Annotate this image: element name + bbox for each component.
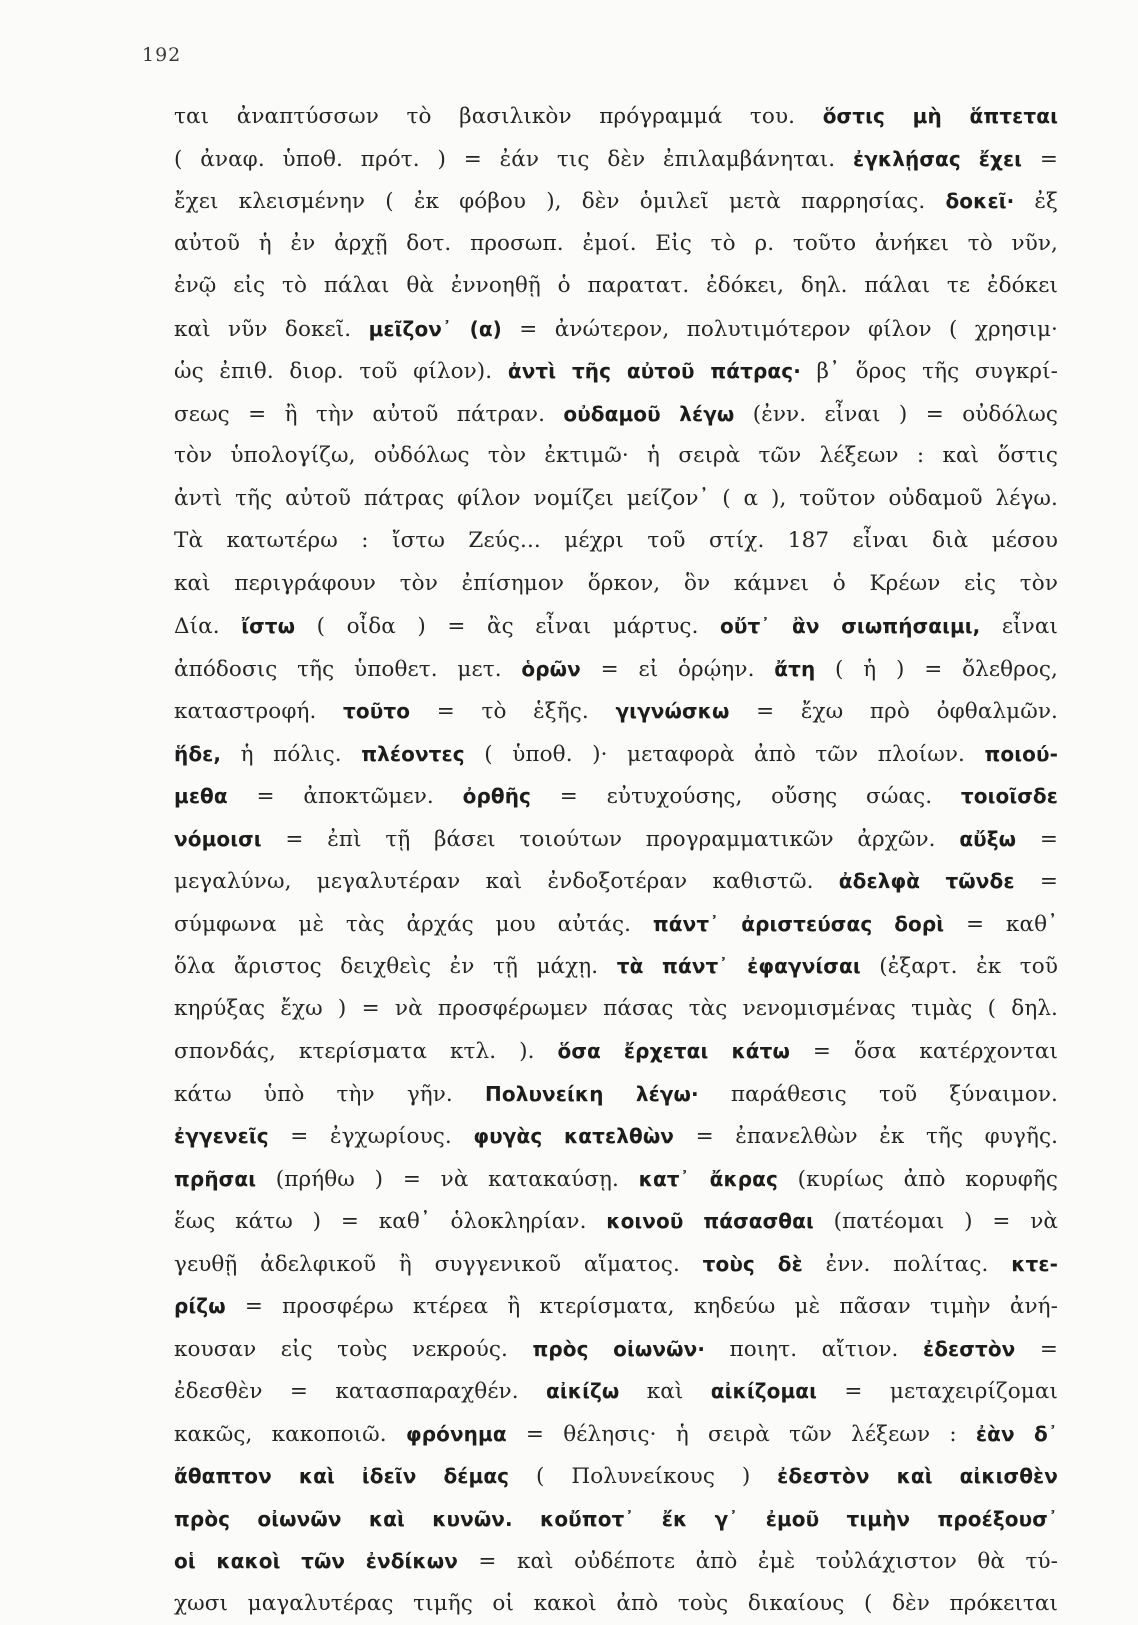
- text-line: [174, 1455, 1058, 1498]
- lemma-term: τοιοῖσδε: [961, 784, 1058, 808]
- gloss-text: ἐνν. πολίτας.: [803, 1252, 1011, 1277]
- lemma-term: κτε-: [1011, 1252, 1058, 1276]
- lemma-term: ὅστις μὴ ἅπτεται: [823, 104, 1058, 128]
- gloss-text: εἶναι: [980, 614, 1058, 639]
- text-line: [174, 1328, 1058, 1371]
- lemma-term: τοὺς δὲ: [703, 1252, 803, 1276]
- gloss-text: = καθ᾿: [944, 912, 1058, 937]
- gloss-text: σύμφωνα μὲ τὰς ἀρχάς μου αὐτάς.: [174, 912, 653, 937]
- text-line: [174, 605, 1058, 648]
- gloss-text: = θέλησις· ἡ σειρὰ τῶν λέξεων :: [507, 1422, 976, 1447]
- gloss-text: μεγαλύνω, μεγαλυτέραν καὶ ἐνδοξοτέραν καθιστῶ.: [174, 869, 839, 894]
- lemma-term: αἰκίζομαι: [711, 1379, 817, 1403]
- text-line: [174, 435, 1058, 478]
- lemma-term: ἐδεστὸν: [923, 1337, 1015, 1361]
- text-line: [174, 860, 1058, 903]
- lemma-term: πάντ᾿ ἀριστεύσας δορὶ: [653, 912, 944, 936]
- text-line: [174, 1583, 1058, 1625]
- gloss-text: = ἀποκτῶμεν.: [228, 784, 463, 809]
- gloss-text: ἐξ: [1014, 189, 1058, 214]
- text-line: [174, 1370, 1058, 1413]
- lemma-term: κοινοῦ πάσασθαι: [606, 1209, 814, 1233]
- text-line: [174, 95, 1058, 138]
- text-line: [174, 1200, 1058, 1243]
- lemma-term: οἱ κακοὶ τῶν ἐνδίκων: [174, 1549, 458, 1573]
- lemma-term: Πολυνείκη λέγω·: [485, 1082, 699, 1106]
- lemma-term: ὁρῶν: [521, 657, 580, 681]
- text-line: [174, 393, 1058, 436]
- text-line: [174, 1498, 1058, 1541]
- gloss-text: = προσφέρω κτέρεα ἢ κτερίσματα, κηδεύω μὲ πᾶσαν τιμὴν ἀνή-: [226, 1294, 1058, 1319]
- lemma-term: ρίζω: [174, 1294, 226, 1318]
- page-number: 192: [142, 44, 181, 66]
- text-line: [174, 563, 1058, 606]
- lemma-term: μεθα: [174, 784, 228, 808]
- gloss-text: ἀπόδοσις τῆς ὑποθετ. μετ.: [174, 657, 521, 682]
- lemma-term: φυγὰς κατελθὼν: [473, 1124, 674, 1148]
- text-line: [174, 520, 1058, 563]
- gloss-text: ὡς ἐπιθ. διορ. τοῦ φίλον).: [174, 359, 508, 384]
- gloss-text: καὶ νῦν δοκεῖ.: [174, 317, 369, 342]
- lemma-term: τοῦτο: [343, 699, 410, 723]
- lemma-term: ποιού-: [985, 742, 1059, 766]
- gloss-text: κηρύξας ἔχω ) = νὰ προσφέρωμεν πάσας τὰς νενομισμένας τιμὰς ( δηλ.: [174, 996, 1058, 1021]
- gloss-text: ( ἀναφ. ὑποθ. πρότ. ) = ἐάν τις δὲν ἐπιλαμβάνηται.: [174, 147, 853, 172]
- lemma-term: ὀρθῆς: [463, 784, 531, 808]
- gloss-text: (κυρίως ἀπὸ κορυφῆς: [778, 1167, 1058, 1192]
- lemma-term: πρῆσαι: [174, 1167, 256, 1191]
- text-line: [174, 1285, 1058, 1328]
- lemma-term: αὔξω: [959, 827, 1016, 851]
- gloss-text: = ἐγχωρίους.: [269, 1124, 474, 1149]
- gloss-text: ται ἀναπτύσσων τὸ βασιλικὸν πρόγραμμά του.: [174, 104, 823, 129]
- lemma-term: ἐδεστὸν καὶ αἰκισθὲν: [777, 1464, 1058, 1488]
- lemma-term: οὐδαμοῦ λέγω: [563, 402, 734, 426]
- gloss-text: ὅλα ἄριστος δειχθεὶς ἐν τῇ μάχῃ.: [174, 954, 617, 979]
- gloss-text: (ἐξαρτ. ἐκ τοῦ: [861, 954, 1058, 979]
- lemma-term: φρόνημα: [406, 1422, 507, 1446]
- gloss-text: γευθῇ ἀδελφικοῦ ἢ συγγενικοῦ αἵματος.: [174, 1252, 703, 1277]
- gloss-text: (πρήθω ) = νὰ κατακαύσῃ.: [256, 1167, 639, 1192]
- text-line: [174, 478, 1058, 521]
- text-line: [174, 265, 1058, 308]
- text-line: [174, 818, 1058, 861]
- text-line: [174, 945, 1058, 988]
- gloss-text: (πατέομαι ) = νὰ: [814, 1209, 1058, 1234]
- text-line: [174, 308, 1058, 351]
- lemma-term: ἐγκλῄσας ἔχει: [853, 147, 1022, 171]
- text-line: [174, 1413, 1058, 1456]
- lemma-term: οὔτ᾿ ἂν σιωπήσαιμι,: [720, 614, 980, 638]
- text-line: [174, 1115, 1058, 1158]
- gloss-text: = ἔχω πρὸ ὀφθαλμῶν.: [729, 699, 1058, 724]
- text-line: [174, 180, 1058, 223]
- gloss-text: β᾿ ὅρος τῆς συγκρί-: [801, 359, 1058, 384]
- gloss-text: ( ἡ ) = ὄλεθρος,: [815, 657, 1058, 682]
- gloss-text: = ἐπὶ τῇ βάσει τοιούτων προγραμματικῶν ἀρχῶν.: [262, 827, 960, 852]
- text-line: [174, 223, 1058, 266]
- text-line: [174, 733, 1058, 776]
- text-line: [174, 690, 1058, 733]
- lemma-term: τὰ πάντ᾿ ἐφαγνίσαι: [617, 954, 861, 978]
- gloss-text: ἀντὶ τῆς αὐτοῦ πάτρας φίλον νομίζει μείζον᾿ ( α ), τοῦτον οὐδαμοῦ λέγω.: [174, 486, 1058, 511]
- gloss-text: κουσαν εἰς τοὺς νεκρούς.: [174, 1337, 532, 1362]
- gloss-text: αὐτοῦ ἡ ἐν ἀρχῇ δοτ. προσωπ. ἐμοί. Εἰς τὸ ρ. τοῦτο ἀνήκει τὸ νῦν,: [174, 231, 1058, 256]
- text-line: [174, 903, 1058, 946]
- gloss-text: = εὐτυχούσης, οὔσης σώας.: [531, 784, 961, 809]
- text-line: [174, 1158, 1058, 1201]
- lemma-term: ἐὰν δ᾿: [976, 1422, 1058, 1446]
- text-line: [174, 1243, 1058, 1286]
- lemma-term: μεῖζον᾿ (α): [369, 317, 502, 341]
- gloss-text: Τὰ κατωτέρω : ἴστω Ζεύς... μέχρι τοῦ στίχ. 187 εἶναι διὰ μέσου: [174, 528, 1058, 553]
- gloss-text: ( ὑποθ. )· μεταφορὰ ἀπὸ τῶν πλοίων.: [465, 742, 985, 767]
- gloss-text: σεως = ἢ τὴν αὐτοῦ πάτραν.: [174, 402, 563, 427]
- lemma-term: ἄθαπτον καὶ ἰδεῖν δέμας: [174, 1464, 509, 1488]
- gloss-text: = μεταχειρίζομαι: [817, 1379, 1058, 1404]
- lemma-term: γιγνώσκω: [615, 699, 729, 723]
- gloss-text: καὶ: [619, 1379, 710, 1404]
- lemma-term: ἥδε,: [174, 742, 221, 766]
- text-line: [174, 138, 1058, 181]
- gloss-text: = ἀνώτερον, πολυτιμότερον φίλον ( χρησιμ·: [502, 317, 1058, 342]
- lemma-term: ἴστω: [241, 614, 295, 638]
- gloss-text: καὶ περιγράφουν τὸν ἐπίσημον ὅρκον, ὃν κάμνει ὁ Κρέων εἰς τὸν: [174, 571, 1058, 596]
- gloss-text: =: [1022, 147, 1058, 172]
- lemma-term: ἄτη: [774, 657, 815, 681]
- gloss-text: ἕως κάτω ) = καθ᾿ ὁλοκληρίαν.: [174, 1209, 606, 1234]
- gloss-text: καταστροφή.: [174, 699, 343, 724]
- gloss-text: = ὅσα κατέρχονται: [790, 1039, 1058, 1064]
- gloss-text: = τὸ ἑξῆς.: [410, 699, 615, 724]
- text-line: [174, 350, 1058, 393]
- lemma-term: κατ᾿ ἄκρας: [639, 1167, 778, 1191]
- gloss-text: χωσι μαγαλυτέρας τιμῆς οἱ κακοὶ ἀπὸ τοὺς δικαίους ( δὲν πρόκειται: [174, 1591, 1058, 1616]
- gloss-text: =: [1016, 827, 1058, 852]
- gloss-text: τὸν ὑπολογίζω, οὐδόλως τὸν ἐκτιμῶ· ἡ σειρὰ τῶν λέξεων : καὶ ὅστις: [174, 443, 1058, 468]
- text-line: [174, 648, 1058, 691]
- gloss-text: ποιητ. αἴτιον.: [705, 1337, 923, 1362]
- gloss-text: ἐδεσθὲν = κατασπαραχθέν.: [174, 1379, 546, 1404]
- text-line: [174, 775, 1058, 818]
- lemma-term: ἀδελφὰ τῶνδε: [839, 869, 1015, 893]
- gloss-text: παράθεσις τοῦ ξύναιμον.: [699, 1082, 1058, 1107]
- gloss-text: ( Πολυνείκους ): [509, 1464, 777, 1489]
- lemma-term: δοκεῖ·: [945, 189, 1014, 213]
- gloss-text: σπονδάς, κτερίσματα κτλ. ).: [174, 1039, 557, 1064]
- commentary-text: [174, 95, 1058, 1625]
- gloss-text: ( οἶδα ) = ἂς εἶναι μάρτυς.: [295, 614, 720, 639]
- lemma-term: πρὸς οἰωνῶν καὶ κυνῶν. κοὔποτ᾿ ἔκ γ᾿ ἐμοῦ τιμὴν προέξουσ᾿: [174, 1507, 1058, 1531]
- gloss-text: =: [1015, 869, 1058, 894]
- lemma-term: ἐγγενεῖς: [174, 1124, 269, 1148]
- lemma-term: πρὸς οἰωνῶν·: [532, 1337, 705, 1361]
- text-line: [174, 1030, 1058, 1073]
- gloss-text: ἡ πόλις.: [221, 742, 361, 767]
- gloss-text: (ἐνν. εἶναι ) = οὐδόλως: [734, 402, 1058, 427]
- lemma-term: αἰκίζω: [546, 1379, 619, 1403]
- text-line: [174, 1073, 1058, 1116]
- gloss-text: ἔχει κλεισμένην ( ἐκ φόβου ), δὲν ὁμιλεῖ μετὰ παρρησίας.: [174, 189, 945, 214]
- gloss-text: ἐνῷ εἰς τὸ πάλαι θὰ ἐννοηθῇ ὁ παρατατ. ἐδόκει, δηλ. πάλαι τε ἐδόκει: [174, 273, 1058, 298]
- text-line: [174, 988, 1058, 1031]
- lemma-term: ἀντὶ τῆς αὐτοῦ πάτρας·: [508, 359, 801, 383]
- lemma-term: πλέοντες: [361, 742, 465, 766]
- gloss-text: =: [1015, 1337, 1058, 1362]
- gloss-text: κάτω ὑπὸ τὴν γῆν.: [174, 1082, 485, 1107]
- lemma-term: νόμοισι: [174, 827, 262, 851]
- gloss-text: κακῶς, κακοποιῶ.: [174, 1422, 406, 1447]
- gloss-text: Δία.: [174, 614, 241, 639]
- gloss-text: = εἰ ὁρῴην.: [581, 657, 774, 682]
- lemma-term: ὅσα ἔρχεται κάτω: [557, 1039, 789, 1063]
- gloss-text: = ἐπανελθὼν ἐκ τῆς φυγῆς.: [674, 1124, 1058, 1149]
- gloss-text: = καὶ οὐδέποτε ἀπὸ ἐμὲ τοὐλάχιστον θὰ τύ-: [458, 1549, 1058, 1574]
- text-line: [174, 1540, 1058, 1583]
